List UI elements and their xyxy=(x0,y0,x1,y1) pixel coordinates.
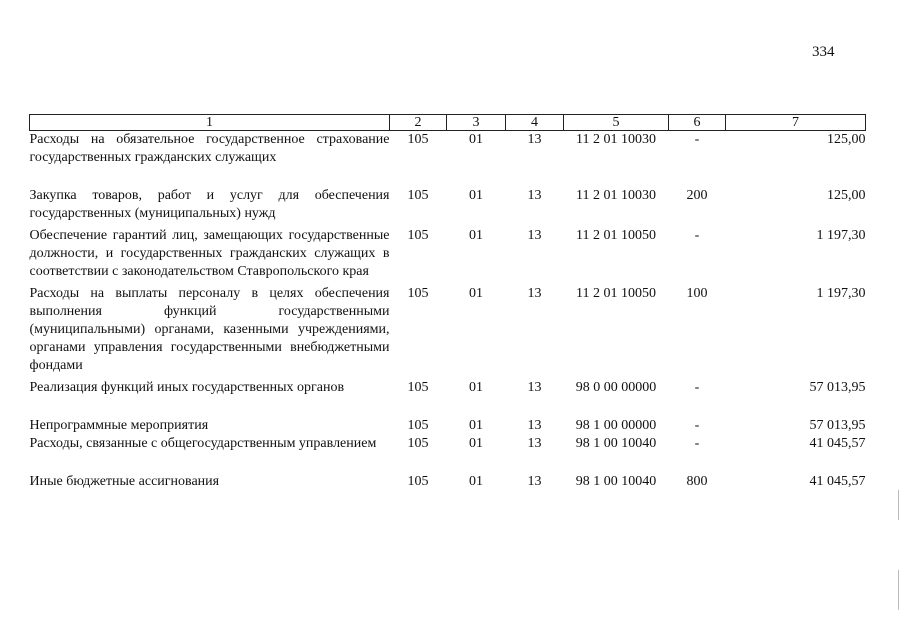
row-admin-code: 105 xyxy=(407,132,429,147)
row-expense-type: 200 xyxy=(686,188,708,203)
scan-margin-mark xyxy=(898,570,899,610)
table-row xyxy=(30,285,866,379)
row-admin-code: 105 xyxy=(407,188,429,203)
row-amount: 41 045,57 xyxy=(809,474,866,489)
row-amount: 1 197,30 xyxy=(816,286,866,301)
row-name: Расходы на выплаты персоналу в целях обеспечения выполнения функций государственными (муниципальными) органами, казенными учреждениями, органами управления государственными внебюджетными фондами xyxy=(29,286,390,373)
row-section: 01 xyxy=(469,132,483,147)
table-row xyxy=(30,131,866,188)
scan-margin-mark xyxy=(898,490,899,520)
table-header xyxy=(30,115,866,131)
table-row xyxy=(30,417,866,435)
row-amount: 125,00 xyxy=(827,132,866,147)
row-admin-code: 105 xyxy=(407,474,429,489)
row-target-article: 11 2 01 10030 xyxy=(576,188,656,203)
table-row xyxy=(30,187,866,227)
row-amount: 41 045,57 xyxy=(809,436,866,451)
row-name: Иные бюджетные ассигнования xyxy=(29,474,220,489)
header-col-3: 3 xyxy=(447,115,506,131)
header-col-1: 1 xyxy=(30,115,390,131)
row-target-article: 98 1 00 10040 xyxy=(575,436,657,451)
table-row xyxy=(30,473,866,491)
row-name: Закупка товаров, работ и услуг для обеспечения государственных (муниципальных) нужд xyxy=(29,188,390,221)
row-expense-type: - xyxy=(694,418,700,433)
row-amount: 57 013,95 xyxy=(809,418,866,433)
row-section: 01 xyxy=(469,380,483,395)
row-name: Обеспечение гарантий лиц, замещающих государственные должности, и государственных гражданских служащих в соответствии с законодательством Ставропольского края xyxy=(29,228,390,279)
table-body xyxy=(30,131,866,492)
row-expense-type: - xyxy=(694,228,700,243)
row-amount: 1 197,30 xyxy=(816,228,866,243)
row-admin-code: 105 xyxy=(407,436,429,451)
header-col-6: 6 xyxy=(669,115,726,131)
row-subsection: 13 xyxy=(527,286,542,301)
row-name: Расходы на обязательное государственное страхование государственных гражданских служащих xyxy=(29,132,390,165)
row-subsection: 13 xyxy=(527,380,542,395)
row-section: 01 xyxy=(469,228,483,243)
row-admin-code: 105 xyxy=(407,228,429,243)
row-expense-type: 800 xyxy=(686,474,708,489)
page-number: 334 xyxy=(812,44,835,60)
header-col-5: 5 xyxy=(564,115,669,131)
row-expense-type: 100 xyxy=(686,286,708,301)
row-target-article: 11 2 01 10050 xyxy=(576,228,656,243)
row-section: 01 xyxy=(469,286,483,301)
row-section: 01 xyxy=(469,188,483,203)
row-subsection: 13 xyxy=(527,228,542,243)
row-admin-code: 105 xyxy=(407,418,429,433)
header-row xyxy=(30,115,866,131)
row-section: 01 xyxy=(469,436,483,451)
row-expense-type: - xyxy=(694,380,700,395)
table-row xyxy=(30,379,866,417)
row-expense-type: - xyxy=(694,132,700,147)
header-col-7: 7 xyxy=(726,115,866,131)
table-row xyxy=(30,227,866,285)
row-target-article: 11 2 01 10030 xyxy=(576,132,656,147)
row-subsection: 13 xyxy=(527,436,542,451)
row-target-article: 98 1 00 00000 xyxy=(575,418,657,433)
row-subsection: 13 xyxy=(527,474,542,489)
row-subsection: 13 xyxy=(527,418,542,433)
budget-table xyxy=(29,114,866,491)
header-col-2: 2 xyxy=(390,115,447,131)
row-admin-code: 105 xyxy=(407,286,429,301)
row-expense-type: - xyxy=(694,436,700,451)
table-row xyxy=(30,435,866,473)
row-amount: 57 013,95 xyxy=(809,380,866,395)
row-name: Реализация функций иных государственных органов xyxy=(29,380,345,395)
row-target-article: 98 1 00 10040 xyxy=(575,474,657,489)
row-admin-code: 105 xyxy=(407,380,429,395)
row-section: 01 xyxy=(469,474,483,489)
row-name: Расходы, связанные с общегосударственным управлением xyxy=(29,436,377,451)
row-subsection: 13 xyxy=(527,132,542,147)
row-amount: 125,00 xyxy=(827,188,866,203)
header-col-4: 4 xyxy=(506,115,564,131)
row-subsection: 13 xyxy=(527,188,542,203)
row-name: Непрограммные мероприятия xyxy=(29,418,209,433)
row-target-article: 11 2 01 10050 xyxy=(576,286,656,301)
row-target-article: 98 0 00 00000 xyxy=(575,380,657,395)
row-section: 01 xyxy=(469,418,483,433)
